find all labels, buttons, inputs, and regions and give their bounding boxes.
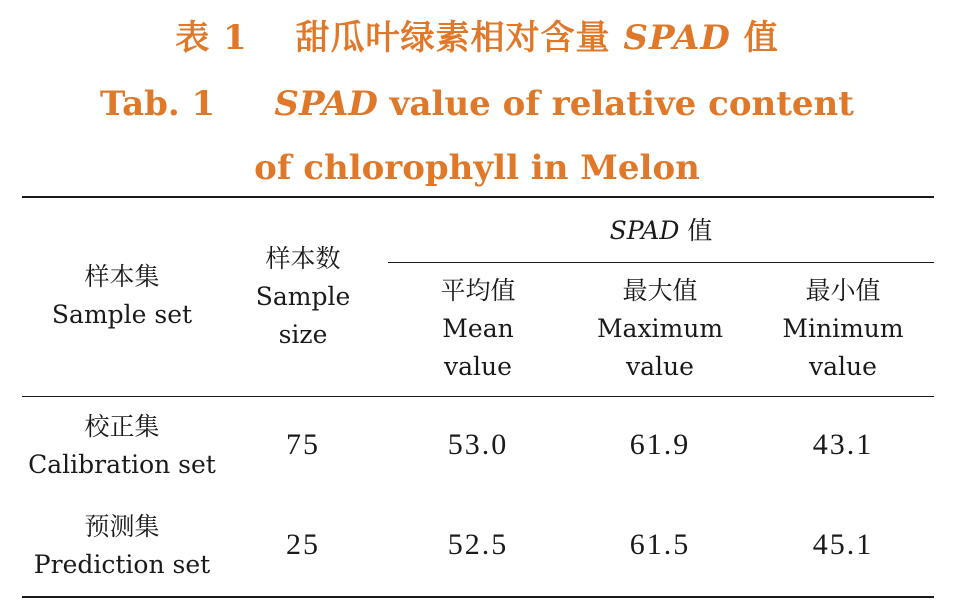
header-max-cn: 最大值 — [622, 276, 698, 305]
header-max-en1: Maximum — [596, 314, 724, 343]
row-prediction-max: 61.5 — [629, 528, 691, 561]
header-sample-size-en2: size — [278, 320, 328, 349]
header-mean — [388, 272, 568, 386]
header-mean-en1: Mean — [442, 314, 514, 343]
header-min — [752, 272, 934, 386]
header-mean-en2: value — [444, 352, 512, 381]
row-prediction-min: 45.1 — [812, 528, 874, 561]
table-bottom-rule — [22, 596, 934, 598]
header-mean-cn: 平均值 — [440, 276, 516, 305]
header-sample-size-cn: 样本数 — [265, 244, 341, 273]
row-calibration-max: 61.9 — [629, 428, 691, 461]
row-prediction-size: 25 — [286, 528, 320, 561]
row-prediction-mean: 52.5 — [447, 528, 509, 561]
caption-chinese-spad: SPAD — [623, 18, 731, 58]
header-sample-set-en: Sample set — [51, 300, 193, 329]
caption-chinese-text: 表 1 甜瓜叶绿素相对含量 — [175, 18, 611, 58]
row-calibration-cn: 校正集 — [84, 412, 160, 441]
header-sample-size — [222, 240, 384, 354]
header-min-cn: 最小值 — [805, 276, 881, 305]
caption-english-spad: SPAD — [274, 84, 378, 124]
caption-chinese — [0, 14, 954, 62]
header-sample-size-en1: Sample — [255, 282, 351, 311]
caption-english-prefix: Tab. 1 — [100, 84, 216, 124]
caption-english-rest: value of relative content — [389, 84, 854, 124]
row-calibration-en: Calibration set — [28, 450, 216, 479]
table-row-calibration-label — [22, 408, 222, 484]
header-sample-set-cn: 样本集 — [84, 262, 160, 291]
caption-english-line1 — [0, 80, 954, 128]
table-header-rule — [22, 396, 934, 397]
row-prediction-en: Prediction set — [33, 550, 211, 579]
header-spad-group — [388, 212, 934, 250]
table-row-prediction-label — [22, 508, 222, 584]
header-min-en1: Minimum — [782, 314, 904, 343]
row-calibration-min: 43.1 — [812, 428, 874, 461]
spad-group-rule — [388, 262, 934, 263]
caption-chinese-suffix: 值 — [743, 18, 779, 58]
caption-english-line2: of chlorophyll in Melon — [254, 148, 700, 188]
header-max — [568, 272, 752, 386]
header-spad-suffix: 值 — [687, 216, 713, 245]
header-max-en2: value — [626, 352, 694, 381]
table-top-rule — [22, 196, 934, 198]
row-calibration-size: 75 — [286, 428, 320, 461]
header-spad-label: SPAD — [609, 216, 680, 245]
header-sample-set — [22, 258, 222, 334]
row-prediction-cn: 预测集 — [84, 512, 160, 541]
row-calibration-mean: 53.0 — [447, 428, 509, 461]
header-min-en2: value — [809, 352, 877, 381]
